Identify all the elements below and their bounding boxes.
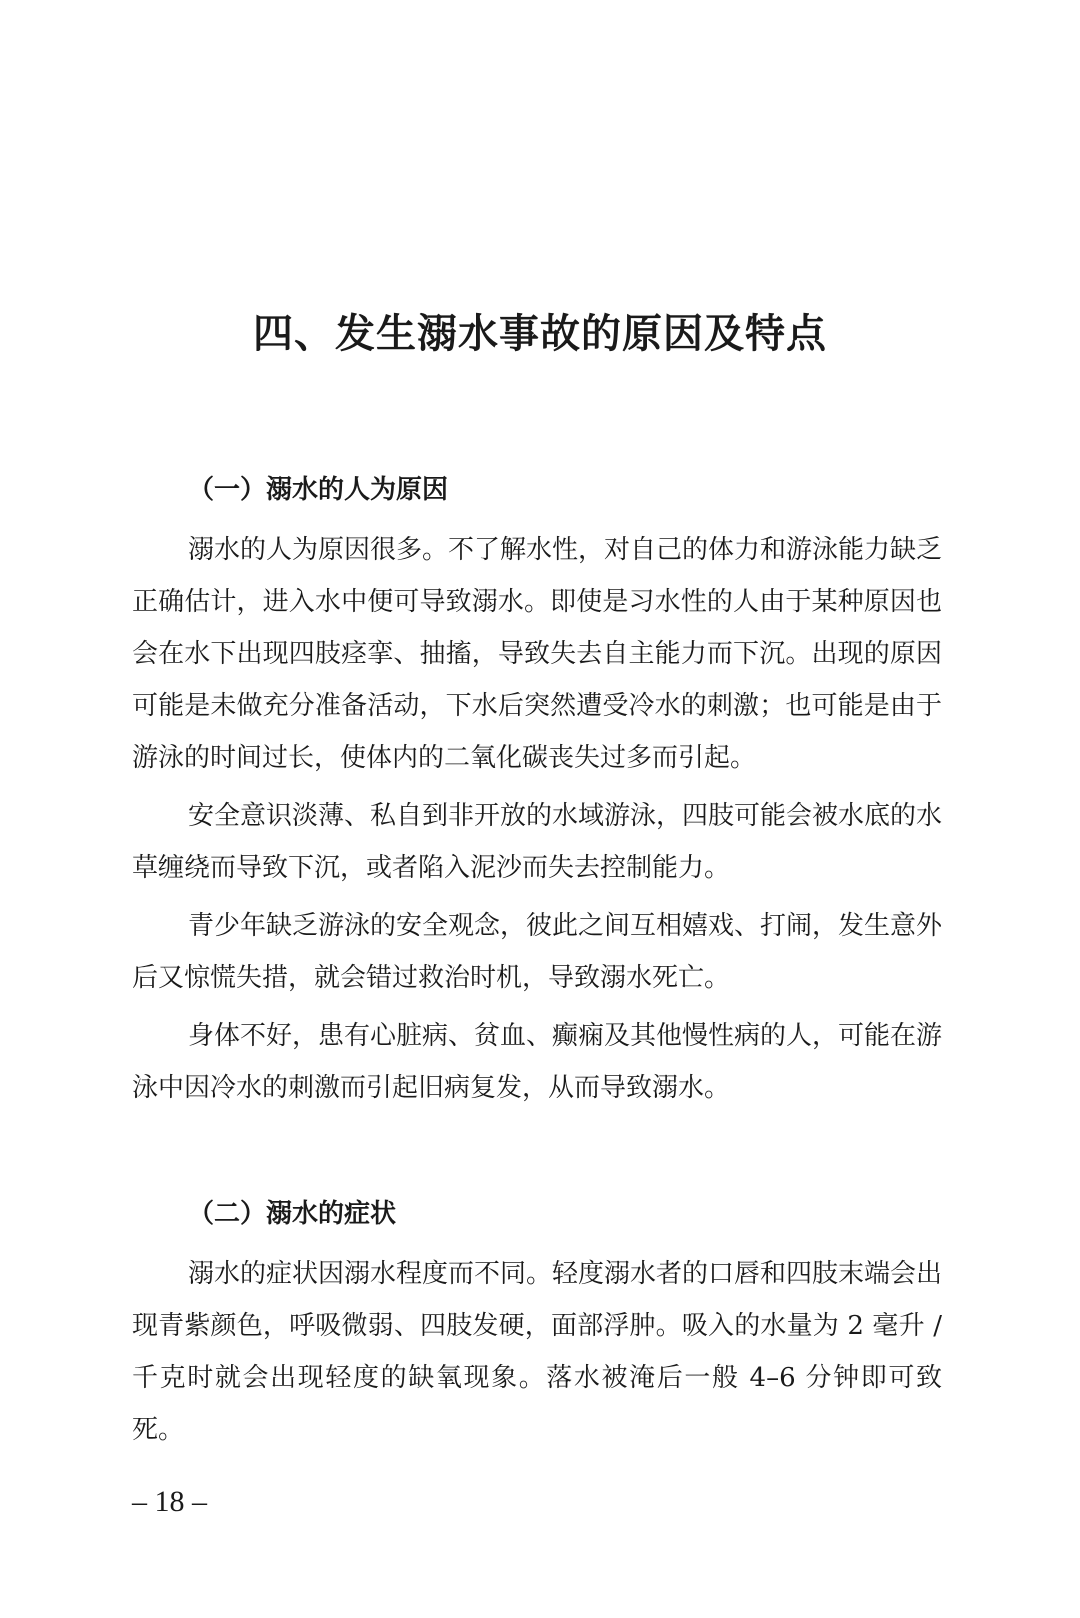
section-drowning-symptoms	[132, 1196, 942, 1462]
page-number: – 18 –	[132, 1485, 207, 1518]
paragraph: 安全意识淡薄、私自到非开放的水域游泳，四肢可能会被水底的水草缠绕而导致下沉，或者陷入泥沙而失去控制能力。	[132, 801, 943, 883]
section-heading: （一）溺水的人为原因	[188, 475, 449, 505]
section-heading: （二）溺水的症状	[188, 1199, 397, 1229]
paragraph: 溺水的人为原因很多。不了解水性，对自己的体力和游泳能力缺乏正确估计，进入水中便可导致溺水。即使是习水性的人由于某种原因也会在水下出现四肢痉挛、抽搐，导致失去自主能力而下沉。出现的原因可能是未做充分准备活动，下水后突然遭受冷水的刺激；也可能是由于游泳的时间过长，使体内的二氧化碳丧失过多而引起。	[132, 535, 943, 773]
section-human-causes	[132, 472, 942, 1120]
paragraph: 青少年缺乏游泳的安全观念，彼此之间互相嬉戏、打闹，发生意外后又惊慌失措，就会错过救治时机，导致溺水死亡。	[132, 911, 943, 993]
paragraph: 身体不好，患有心脏病、贫血、癫痫及其他慢性病的人，可能在游泳中因冷水的刺激而引起旧病复发，从而导致溺水。	[132, 1021, 943, 1103]
paragraph: 溺水的症状因溺水程度而不同。轻度溺水者的口唇和四肢末端会出现青紫颜色，呼吸微弱、四肢发硬，面部浮肿。吸入的水量为 2 毫升 / 千克时就会出现轻度的缺氧现象。落水被淹后一般 4–6 分钟即可致死。	[132, 1259, 943, 1445]
chapter-title: 四、发生溺水事故的原因及特点	[253, 310, 827, 357]
